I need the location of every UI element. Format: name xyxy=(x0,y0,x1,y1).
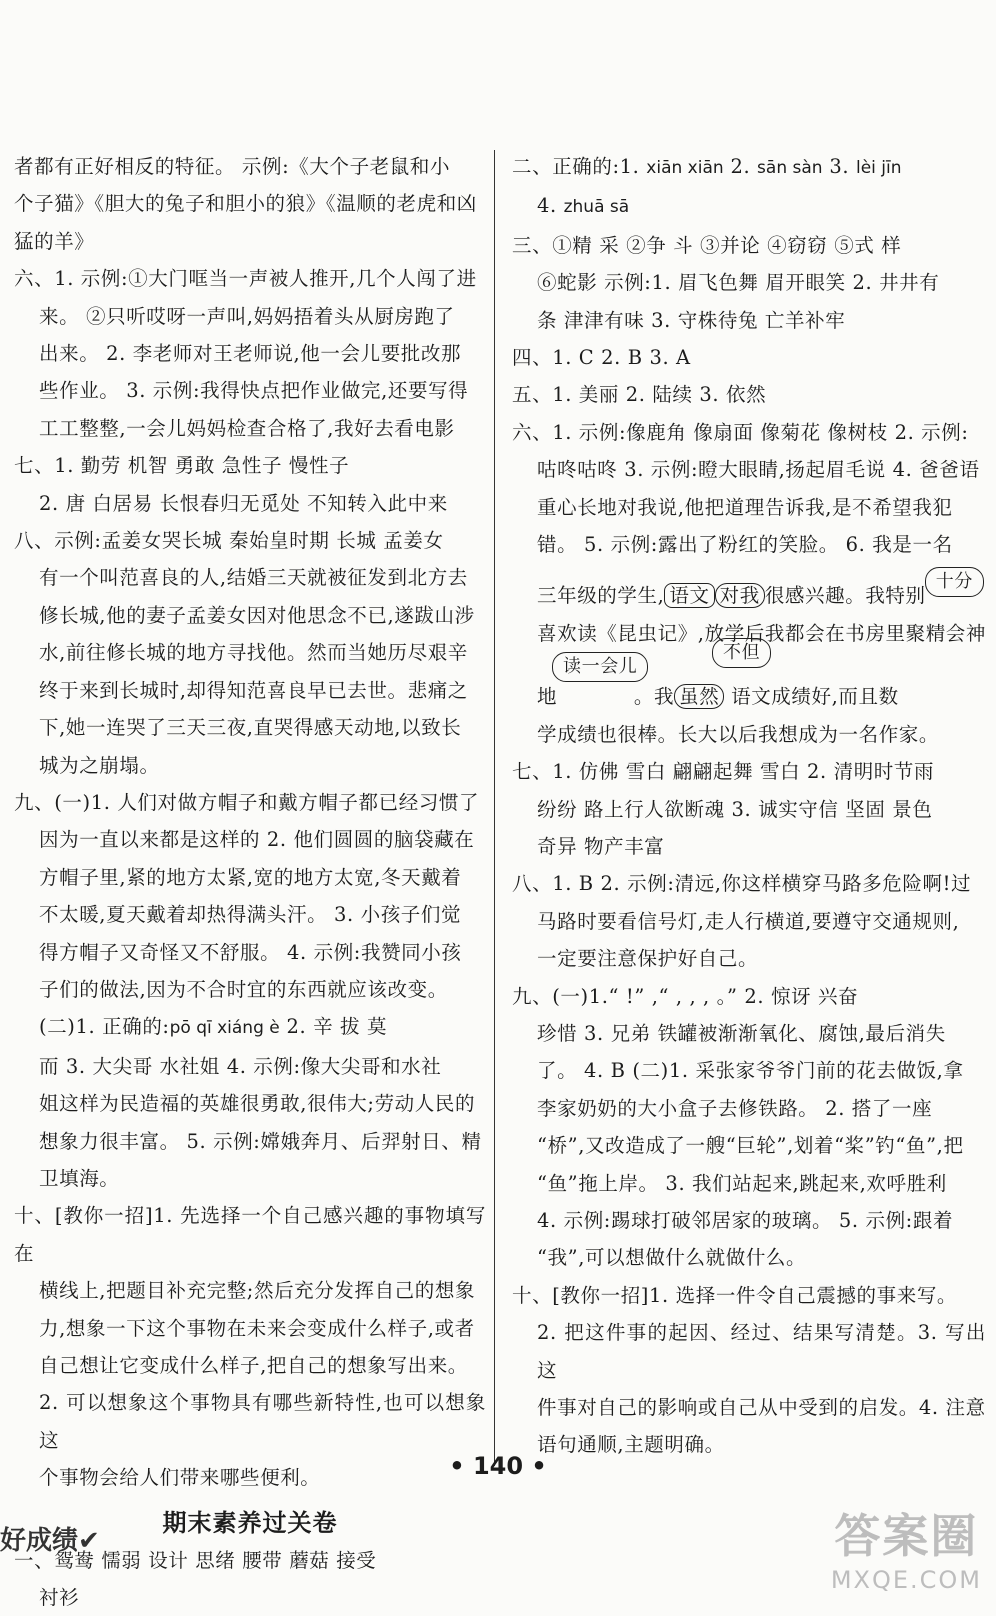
text: 语文成绩好,而且数 xyxy=(724,685,899,709)
answer-line: 下,她一连哭了三天三夜,直哭得感天动地,以致长 xyxy=(39,716,462,740)
section-6: 六、1. 示例:①大门哐当一声被人推开,几个人闯了进 xyxy=(14,267,477,291)
pinyin: zhuā sā xyxy=(563,197,630,218)
answer-line: 出来。 2. 李老师对王老师说,他一会儿要批改那 xyxy=(39,342,462,366)
exam-title: 期末素养过关卷 xyxy=(162,1508,338,1537)
text: 地 xyxy=(537,685,558,709)
answer-line: 横线上,把题目补充完整;然后充分发挥自己的想象 xyxy=(39,1279,476,1303)
section-7: 七、1. 勤劳 机智 勇敢 急性子 慢性子 xyxy=(14,454,350,478)
text: (二)1. 正确的: xyxy=(39,1015,170,1039)
answer-line: 件事对自己的影响或自己从中受到的启发。4. 注意 xyxy=(537,1396,986,1419)
answer-line: 学成绩也很棒。长大以后我想成为一名作家。 xyxy=(537,722,940,746)
watermark-title: 答案圈 xyxy=(834,1509,979,1563)
answer-line: 城为之崩塌。 xyxy=(39,753,160,777)
brand-logo xyxy=(0,1520,100,1557)
right-column xyxy=(512,148,986,1464)
answer-line: 卫填海。 xyxy=(39,1166,120,1190)
boxed-word: 语文 xyxy=(664,583,714,608)
text: 很感兴趣。我特别 xyxy=(764,584,926,608)
left-column xyxy=(14,148,486,1616)
column-divider xyxy=(494,150,495,1466)
answer-line: 工工整整,一会儿妈妈检查合格了,我好去看电影 xyxy=(39,416,455,440)
answer-line: 4. 示例:踢球打破邻居家的玻璃。 5. 示例:跟着 xyxy=(537,1208,954,1232)
pinyin: sān sàn xyxy=(757,158,823,178)
pinyin: pō qī xiáng è xyxy=(169,1018,280,1039)
answer-line: 修长城,他的妻子孟姜女因对他思念不已,遂跋山涉 xyxy=(39,603,475,627)
answer-line: 2. 唐 白居易 长恨春归无觅处 不知转入此中来 xyxy=(39,491,448,515)
answer-line: 个子猫》《胆大的兔子和胆小的狼》《温顺的老虎和凶 xyxy=(14,192,477,216)
watermark xyxy=(831,1500,982,1594)
pinyin: xiān xiān xyxy=(646,158,724,178)
answer-line: 力,想象一下这个事物在未来会变成什么样子,或者 xyxy=(39,1316,475,1340)
answer-line: 咕咚咕咚 3. 示例:瞪大眼睛,扬起眉毛说 4. 爸爸语 xyxy=(537,458,980,482)
answer-line: 马路时要看信号灯,走人行横道,要遵守交通规则, xyxy=(537,909,960,933)
answer-line: 而 3. 大尖哥 水社姐 4. 示例:像大尖哥和水社 xyxy=(39,1054,442,1078)
answer-line: 来。 ②只听哎呀一声叫,妈妈捂着头从厨房跑了 xyxy=(39,304,455,328)
answer-line: “我”,可以想做什么就做什么。 xyxy=(537,1246,807,1270)
answer-line: 想象力很丰富。 5. 示例:嫦娥奔月、后羿射日、精 xyxy=(39,1129,482,1153)
section-6: 六、1. 示例:像鹿角 像扇面 像菊花 像树枝 2. 示例: xyxy=(512,420,969,444)
answer-line: 有一个叫范喜良的人,结婚三天就被征发到北方去 xyxy=(39,566,468,590)
insert-bubble: 读一会儿 xyxy=(552,652,648,682)
answer-line xyxy=(14,1008,486,1047)
answer-line: 纷纷 路上行人欲断魂 3. 诚实守信 坚固 景色 xyxy=(537,797,933,821)
answer-line: “鱼”拖上岸。 3. 我们站起来,跳起来,欢呼胜利 xyxy=(537,1171,947,1195)
answer-line: 喜欢读《昆虫记》,放学后我都会在书房里聚精会神 xyxy=(537,621,986,645)
answer-line: ⑥蛇影 示例:1. 眉飞色舞 眉开眼笑 2. 井井有 xyxy=(537,271,940,295)
answer-line: 方帽子里,紧的地方太紧,宽的地方太宽,冬天戴着 xyxy=(39,865,462,889)
answer-line: 错。 5. 示例:露出了粉红的笑脸。 6. 我是一名 xyxy=(537,533,953,557)
answer-line: 些作业。 3. 示例:我得快点把作业做完,还要写得 xyxy=(39,379,469,403)
section-4: 四、1. C 2. B 3. A xyxy=(512,346,691,370)
text: 4. xyxy=(537,194,564,218)
answer-line: 语句通顺,主题明确。 xyxy=(537,1433,725,1457)
text: 二、正确的:1. xyxy=(512,155,647,178)
answer-line: 者都有正好相反的特征。 示例:《大个子老鼠和小 xyxy=(14,155,451,178)
edited-line xyxy=(512,571,986,614)
answer-line: 姐这样为民造福的英雄很勇敢,很伟大;劳动人民的 xyxy=(39,1092,476,1116)
section-9: 九、(一)1.“ !” ,“ , , , 。” 2. 惊讶 兴奋 xyxy=(512,984,859,1008)
answer-line: 因为一直以来都是这样的 2. 他们圆圆的脑袋藏在 xyxy=(39,828,475,852)
insert-bubble: 十分 xyxy=(925,567,984,597)
text: 2. 辛 拔 莫 xyxy=(279,1015,388,1039)
answer-line: 衬衫 xyxy=(39,1586,80,1610)
answer-line: 珍惜 3. 兄弟 铁罐被渐渐氧化、腐蚀,最后消失 xyxy=(537,1021,946,1045)
answer-line: 奇异 物产丰富 xyxy=(537,834,665,858)
answer-line xyxy=(512,187,986,226)
text: 。我 xyxy=(627,685,675,709)
answer-line: 不太暖,夏天戴着却热得满头汗。 3. 小孩子们觉 xyxy=(39,903,462,927)
answer-line: 猛的羊》 xyxy=(14,229,95,253)
text: 2. xyxy=(723,155,758,178)
answer-line: “桥”,又改造成了一艘“巨轮”,划着“桨”钓“鱼”,把 xyxy=(537,1134,964,1158)
answer-line: 个事物会给人们带来哪些便利。 xyxy=(39,1466,321,1490)
section-9: 九、(一)1. 人们对做方帽子和戴方帽子都已经习惯了 xyxy=(14,790,480,814)
section-5: 五、1. 美丽 2. 陆续 3. 依然 xyxy=(512,383,767,407)
text: 3. xyxy=(822,155,856,178)
section-8: 八、示例:孟姜女哭长城 秦始皇时期 长城 孟姜女 xyxy=(14,529,444,553)
circled-word: 对我 xyxy=(715,583,765,608)
edited-line xyxy=(512,642,986,715)
answer-line: 水,前往修长城的地方寻找他。然而当她历尽艰辛 xyxy=(39,641,468,665)
page-number: • 140 • xyxy=(449,1452,547,1480)
section-10: 十、[教你一招]1. 先选择一个自己感兴趣的事物填写在 xyxy=(14,1204,486,1265)
section-8: 八、1. B 2. 示例:清远,你这样横穿马路多危险啊!过 xyxy=(512,872,972,896)
answer-line: 2. 可以想象这个事物具有哪些新特性,也可以想象这 xyxy=(39,1391,486,1452)
answer-line: 得方帽子又奇怪又不舒服。 4. 示例:我赞同小孩 xyxy=(39,940,462,964)
answer-line: 2. 把这件事的起因、经过、结果写清楚。3. 写出这 xyxy=(537,1321,986,1382)
insert-bubble: 不但 xyxy=(712,638,771,668)
circled-word: 虽然 xyxy=(674,684,724,709)
answer-line: 条 津津有味 3. 守株待兔 亡羊补牢 xyxy=(537,308,846,332)
answer-line: 自己想让它变成什么样子,把自己的想象写出来。 xyxy=(39,1354,468,1377)
section-2 xyxy=(512,148,986,187)
answer-line: 重心长地对我说,他把道理告诉我,是不希望我犯 xyxy=(537,495,953,519)
section-7: 七、1. 仿佛 雪白 翩翩起舞 雪白 2. 清明时节雨 xyxy=(512,760,935,784)
checkmark-icon: ✔ xyxy=(78,1526,100,1556)
answer-line: 子们的做法,因为不合时宜的东西就应该改变。 xyxy=(39,977,448,1001)
text: 三年级的学生, xyxy=(537,584,665,608)
section-3: 三、①精 采 ②争 斗 ③并论 ④窃窃 ⑤式 样 xyxy=(512,233,902,257)
answer-line: 一定要注意保护好自己。 xyxy=(537,947,759,971)
brand-text: 好成绩 xyxy=(0,1526,79,1556)
section-1: 一、鸳鸯 懦弱 设计 思绪 腰带 蘑菇 接受 xyxy=(14,1548,377,1572)
answer-line: 终于来到长城时,却得知范喜良早已去世。悲痛之 xyxy=(39,678,468,702)
answer-line: 了。 4. B (二)1. 采张家爷爷门前的花去做饭,拿 xyxy=(537,1059,964,1083)
watermark-url: MXQE.COM xyxy=(830,1566,982,1594)
answer-line: 李家奶奶的大小盒子去修铁路。 2. 搭了一座 xyxy=(537,1096,933,1120)
section-10: 十、[教你一招]1. 选择一件令自己震撼的事来写。 xyxy=(512,1283,958,1307)
pinyin: lèi jīn xyxy=(855,158,902,178)
